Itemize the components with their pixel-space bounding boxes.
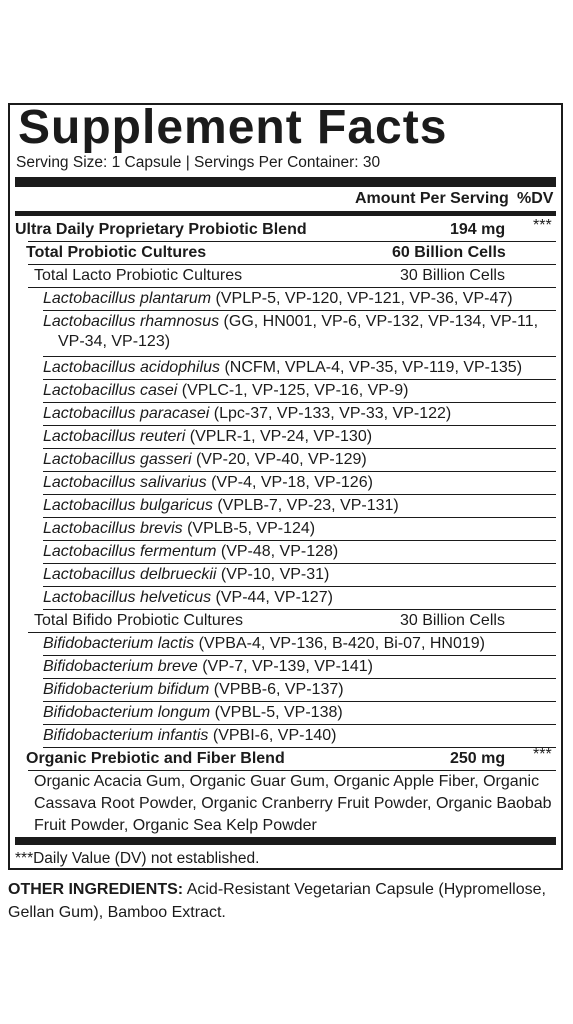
blend2-ingredients-line: Cassava Root Powder, Organic Cranberry Fruit Powder, Organic Baobab bbox=[34, 795, 552, 812]
row-divider bbox=[43, 540, 556, 541]
row-divider bbox=[43, 724, 556, 725]
panel-title: Supplement Facts bbox=[18, 101, 448, 154]
strain-row bbox=[43, 359, 522, 377]
row-divider bbox=[43, 517, 556, 518]
strain-codes: (VPLC-1, VP-125, VP-16, VP-9) bbox=[177, 382, 409, 399]
row-divider bbox=[43, 310, 556, 311]
row-divider bbox=[43, 425, 556, 426]
lacto-total-name: Total Lacto Probiotic Cultures bbox=[34, 267, 243, 284]
strain-row bbox=[43, 428, 372, 446]
row-divider bbox=[43, 747, 556, 748]
strain-codes: (VPLB-7, VP-23, VP-131) bbox=[212, 497, 399, 514]
strain-codes: (VP-48, VP-128) bbox=[216, 543, 339, 560]
strain-row bbox=[43, 497, 399, 515]
row-divider bbox=[28, 287, 556, 288]
medium-divider bbox=[15, 211, 556, 216]
supplement-facts-panel bbox=[8, 103, 563, 870]
species-name: Lactobacillus gasseri bbox=[43, 451, 192, 468]
strain-row bbox=[43, 405, 451, 423]
serving-info: Serving Size: 1 Capsule | Servings Per Container: 30 bbox=[16, 154, 381, 171]
row-divider bbox=[43, 494, 556, 495]
other-ingredients-text: Acid-Resistant Vegetarian Capsule (Hypromellose, Gellan Gum), Bamboo Extract. bbox=[8, 881, 546, 921]
blend1-dv: *** bbox=[533, 217, 552, 234]
strain-row bbox=[43, 313, 538, 331]
species-name: Lactobacillus fermentum bbox=[43, 543, 217, 560]
strain-codes: (VP-44, VP-127) bbox=[211, 589, 333, 606]
species-name: Lactobacillus plantarum bbox=[43, 290, 212, 307]
strain-codes: (VP-10, VP-31) bbox=[216, 566, 330, 583]
bottom-divider bbox=[15, 837, 556, 845]
strain-row bbox=[43, 658, 373, 676]
strain-row bbox=[43, 474, 373, 492]
strain-codes: (NCFM, VPLA-4, VP-35, VP-119, VP-135) bbox=[220, 359, 523, 376]
strain-codes: (VP-4, VP-18, VP-126) bbox=[206, 474, 373, 491]
row-divider bbox=[43, 609, 556, 610]
species-name: Bifidobacterium breve bbox=[43, 658, 198, 675]
strain-codes: (VP-7, VP-139, VP-141) bbox=[197, 658, 373, 675]
species-name: Lactobacillus rhamnosus bbox=[43, 313, 220, 330]
strain-row bbox=[43, 681, 344, 699]
strain-row bbox=[43, 727, 336, 745]
blend1-name: Ultra Daily Proprietary Probiotic Blend bbox=[15, 221, 307, 238]
blend1-amount: 194 mg bbox=[450, 221, 506, 238]
strain-codes: (GG, HN001, VP-6, VP-132, VP-134, VP-11, bbox=[219, 313, 539, 330]
strain-codes: (Lpc-37, VP-133, VP-33, VP-122) bbox=[209, 405, 452, 422]
species-name: Lactobacillus casei bbox=[43, 382, 178, 399]
blend2-amount: 250 mg bbox=[450, 750, 506, 767]
dv-footnote: ***Daily Value (DV) not established. bbox=[15, 850, 260, 867]
species-name: Bifidobacterium longum bbox=[43, 704, 211, 721]
dv-header: %DV bbox=[517, 190, 554, 207]
row-divider bbox=[43, 379, 556, 380]
strain-codes: (VPBB-6, VP-137) bbox=[209, 681, 344, 698]
strain-row bbox=[43, 382, 409, 400]
row-divider bbox=[43, 701, 556, 702]
strain-codes: (VPLP-5, VP-120, VP-121, VP-36, VP-47) bbox=[211, 290, 513, 307]
strain-row bbox=[43, 290, 513, 308]
species-name: Lactobacillus bulgaricus bbox=[43, 497, 213, 514]
strain-codes: (VPLR-1, VP-24, VP-130) bbox=[185, 428, 373, 445]
species-name: Lactobacillus paracasei bbox=[43, 405, 210, 422]
other-ingredients-label: OTHER INGREDIENTS: bbox=[8, 881, 184, 898]
blend2-ingredients-line: Organic Acacia Gum, Organic Guar Gum, Organic Apple Fiber, Organic bbox=[34, 773, 540, 790]
row-divider bbox=[43, 563, 556, 564]
row-divider bbox=[43, 402, 556, 403]
species-name: Lactobacillus brevis bbox=[43, 520, 183, 537]
species-name: Bifidobacterium lactis bbox=[43, 635, 195, 652]
species-name: Bifidobacterium infantis bbox=[43, 727, 209, 744]
other-ingredients bbox=[8, 878, 548, 924]
amount-header: Amount Per Serving bbox=[355, 190, 509, 207]
strain-row bbox=[43, 704, 343, 722]
total-cultures-name: Total Probiotic Cultures bbox=[26, 244, 207, 261]
row-divider bbox=[43, 471, 556, 472]
species-name: Bifidobacterium bifidum bbox=[43, 681, 210, 698]
species-name: Lactobacillus helveticus bbox=[43, 589, 212, 606]
strain-row bbox=[43, 566, 329, 584]
total-cultures-amount: 60 Billion Cells bbox=[392, 244, 506, 261]
row-divider bbox=[43, 586, 556, 587]
row-divider bbox=[28, 770, 556, 771]
bifido-total-name: Total Bifido Probiotic Cultures bbox=[34, 612, 243, 629]
row-divider bbox=[28, 241, 556, 242]
row-divider bbox=[28, 632, 556, 633]
row-divider bbox=[28, 264, 556, 265]
bifido-total-amount: 30 Billion Cells bbox=[400, 612, 505, 629]
row-divider bbox=[43, 678, 556, 679]
blend2-name: Organic Prebiotic and Fiber Blend bbox=[26, 750, 285, 767]
strain-codes: (VPLB-5, VP-124) bbox=[182, 520, 316, 537]
thick-divider bbox=[15, 177, 556, 187]
strain-codes: (VPBL-5, VP-138) bbox=[210, 704, 343, 721]
strain-codes: (VPBI-6, VP-140) bbox=[208, 727, 337, 744]
blend2-ingredients-line: Fruit Powder, Organic Sea Kelp Powder bbox=[34, 817, 317, 834]
species-name: Lactobacillus salivarius bbox=[43, 474, 207, 491]
strain-codes: (VP-20, VP-40, VP-129) bbox=[191, 451, 367, 468]
strain-row bbox=[43, 543, 338, 561]
species-name: Lactobacillus reuteri bbox=[43, 428, 186, 445]
strain-codes-continued: VP-34, VP-123) bbox=[58, 333, 171, 350]
blend2-dv: *** bbox=[533, 746, 552, 763]
species-name: Lactobacillus acidophilus bbox=[43, 359, 220, 376]
strain-row bbox=[43, 635, 485, 653]
strain-row bbox=[43, 451, 367, 469]
strain-row bbox=[43, 520, 315, 538]
row-divider bbox=[43, 655, 556, 656]
strain-row bbox=[43, 589, 333, 607]
strain-codes: (VPBA-4, VP-136, B-420, Bi-07, HN019) bbox=[194, 635, 485, 652]
row-divider bbox=[43, 448, 556, 449]
row-divider bbox=[43, 356, 556, 357]
lacto-total-amount: 30 Billion Cells bbox=[400, 267, 505, 284]
species-name: Lactobacillus delbrueckii bbox=[43, 566, 217, 583]
